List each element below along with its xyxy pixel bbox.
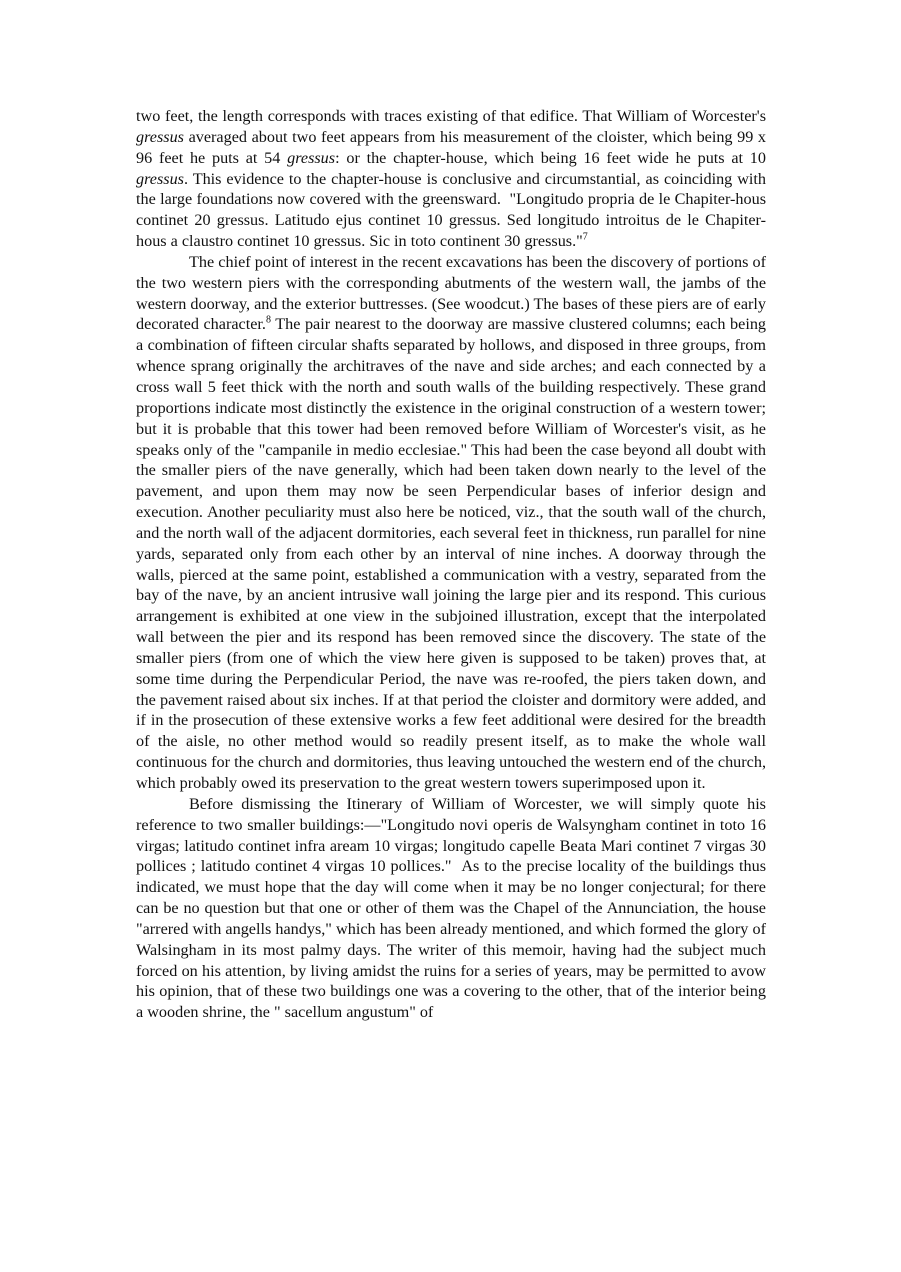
text-segment: Before dismissing the Itinerary of William of Worcester, we will simply quote his reference to two smaller buildings:—"Longitudo novi operis de Walsyngham continet in toto 16 virgas; latitudo continet infra aream 10 virgas; longitudo capelle Beata Mari continet 7 virgas 30 pollices ; latitudo continet 4 virgas 10 pollices." As to the precise locality of the buildings thus indicated, we must hope that the day will come when it may be no longer conjectural; for there can be no question but that one or other of them was the Chapel of the Annunciation, the house "arrered with angells handys," which has been already mentioned, and which formed the glory of Walsingham in its most palmy days. The writer of this memoir, having had the subject much forced on his attention, by living amidst the ruins for a series of years, may be permitted to avow his opinion, that of these two buildings one was a covering to the other, that of the interior being a wooden shrine, the " sacellum angustum" of xyxy=(136,794,766,1022)
text-segment: averaged about two feet appears from his measurement of the cloister, which being 99 x 96 feet he puts at 54 xyxy=(136,127,766,167)
text-segment: . This evidence to the chapter-house is conclusive and circumstantial, as coinciding with the large foundations now covered with the greensward. "Longitudo propria de le Chapiter-hous continet 20 gressus. Latitudo ejus continet 10 gressus. Sed longitudo introitus de le Chapiter-hous a claustro continet 10 gressus. Sic in toto continent 30 gressus." xyxy=(136,169,766,251)
footnote-marker: 7 xyxy=(582,231,588,243)
italic-text: gressus xyxy=(136,169,184,188)
text-segment: The chief point of interest in the recent excavations has been the discovery of portions of the two western piers with the corresponding abutments of the western wall, the jambs of the western doorway, and the exterior buttresses. (See woodcut.) The bases of these piers are of early decorated character. xyxy=(136,252,766,334)
paragraph xyxy=(136,252,766,794)
paragraph xyxy=(136,794,766,1023)
text-segment: : or the chapter-house, which being 16 feet wide he puts at 10 xyxy=(335,148,766,167)
paragraph xyxy=(136,106,766,252)
text-segment: two feet, the length corresponds with traces existing of that edifice. That William of Worcester's xyxy=(136,107,766,125)
footnote-marker: 8 xyxy=(265,315,271,327)
text-segment: The pair nearest to the doorway are massive clustered columns; each being a combination of fifteen circular shafts separated by hollows, and disposed in three groups, from whence sprang originally the architraves of the nave and side arches; and each connected by a cross wall 5 feet thick with the north and south walls of the building respectively. These grand proportions indicate most distinctly the existence in the original construction of a western tower; but it is probable that this tower had been removed before William of Worcester's visit, as he speaks only of the "campanile in medio ecclesiae." This had been the case beyond all doubt with the smaller piers of the nave generally, which had been taken down nearly to the level of the pavement, and upon them may now be seen Perpendicular bases of inferior design and execution. Another peculiarity must also here be noticed, viz., that the south wall of the church, and the north wall of the adjacent dormitories, each several feet in thickness, run parallel for nine yards, separated only from each other by an interval of nine inches. A doorway through the walls, pierced at the same point, established a communication with a vestry, separated from the bay of the nave, by an ancient intrusive wall joining the large pier and its respond. This curious arrangement is exhibited at one view in the subjoined illustration, except that the interpolated wall between the pier and its respond has been removed since the discovery. The state of the smaller piers (from one of which the view here given is supposed to be taken) proves that, at some time during the Perpendicular Period, the nave was re-roofed, the piers taken down, and the pavement raised about six inches. If at that period the cloister and dormitory were added, and if in the prosecution of these extensive works a few feet additional were desired for the breadth of the aisle, no other method would so readily present itself, as to make the whole wall continuous for the church and dormitories, thus leaving untouched the western end of the church, which probably owed its preservation to the great western towers superimposed upon it. xyxy=(136,315,767,792)
italic-text: gressus xyxy=(287,148,336,167)
document-page xyxy=(136,106,766,1023)
italic-text: gressus xyxy=(136,127,184,146)
